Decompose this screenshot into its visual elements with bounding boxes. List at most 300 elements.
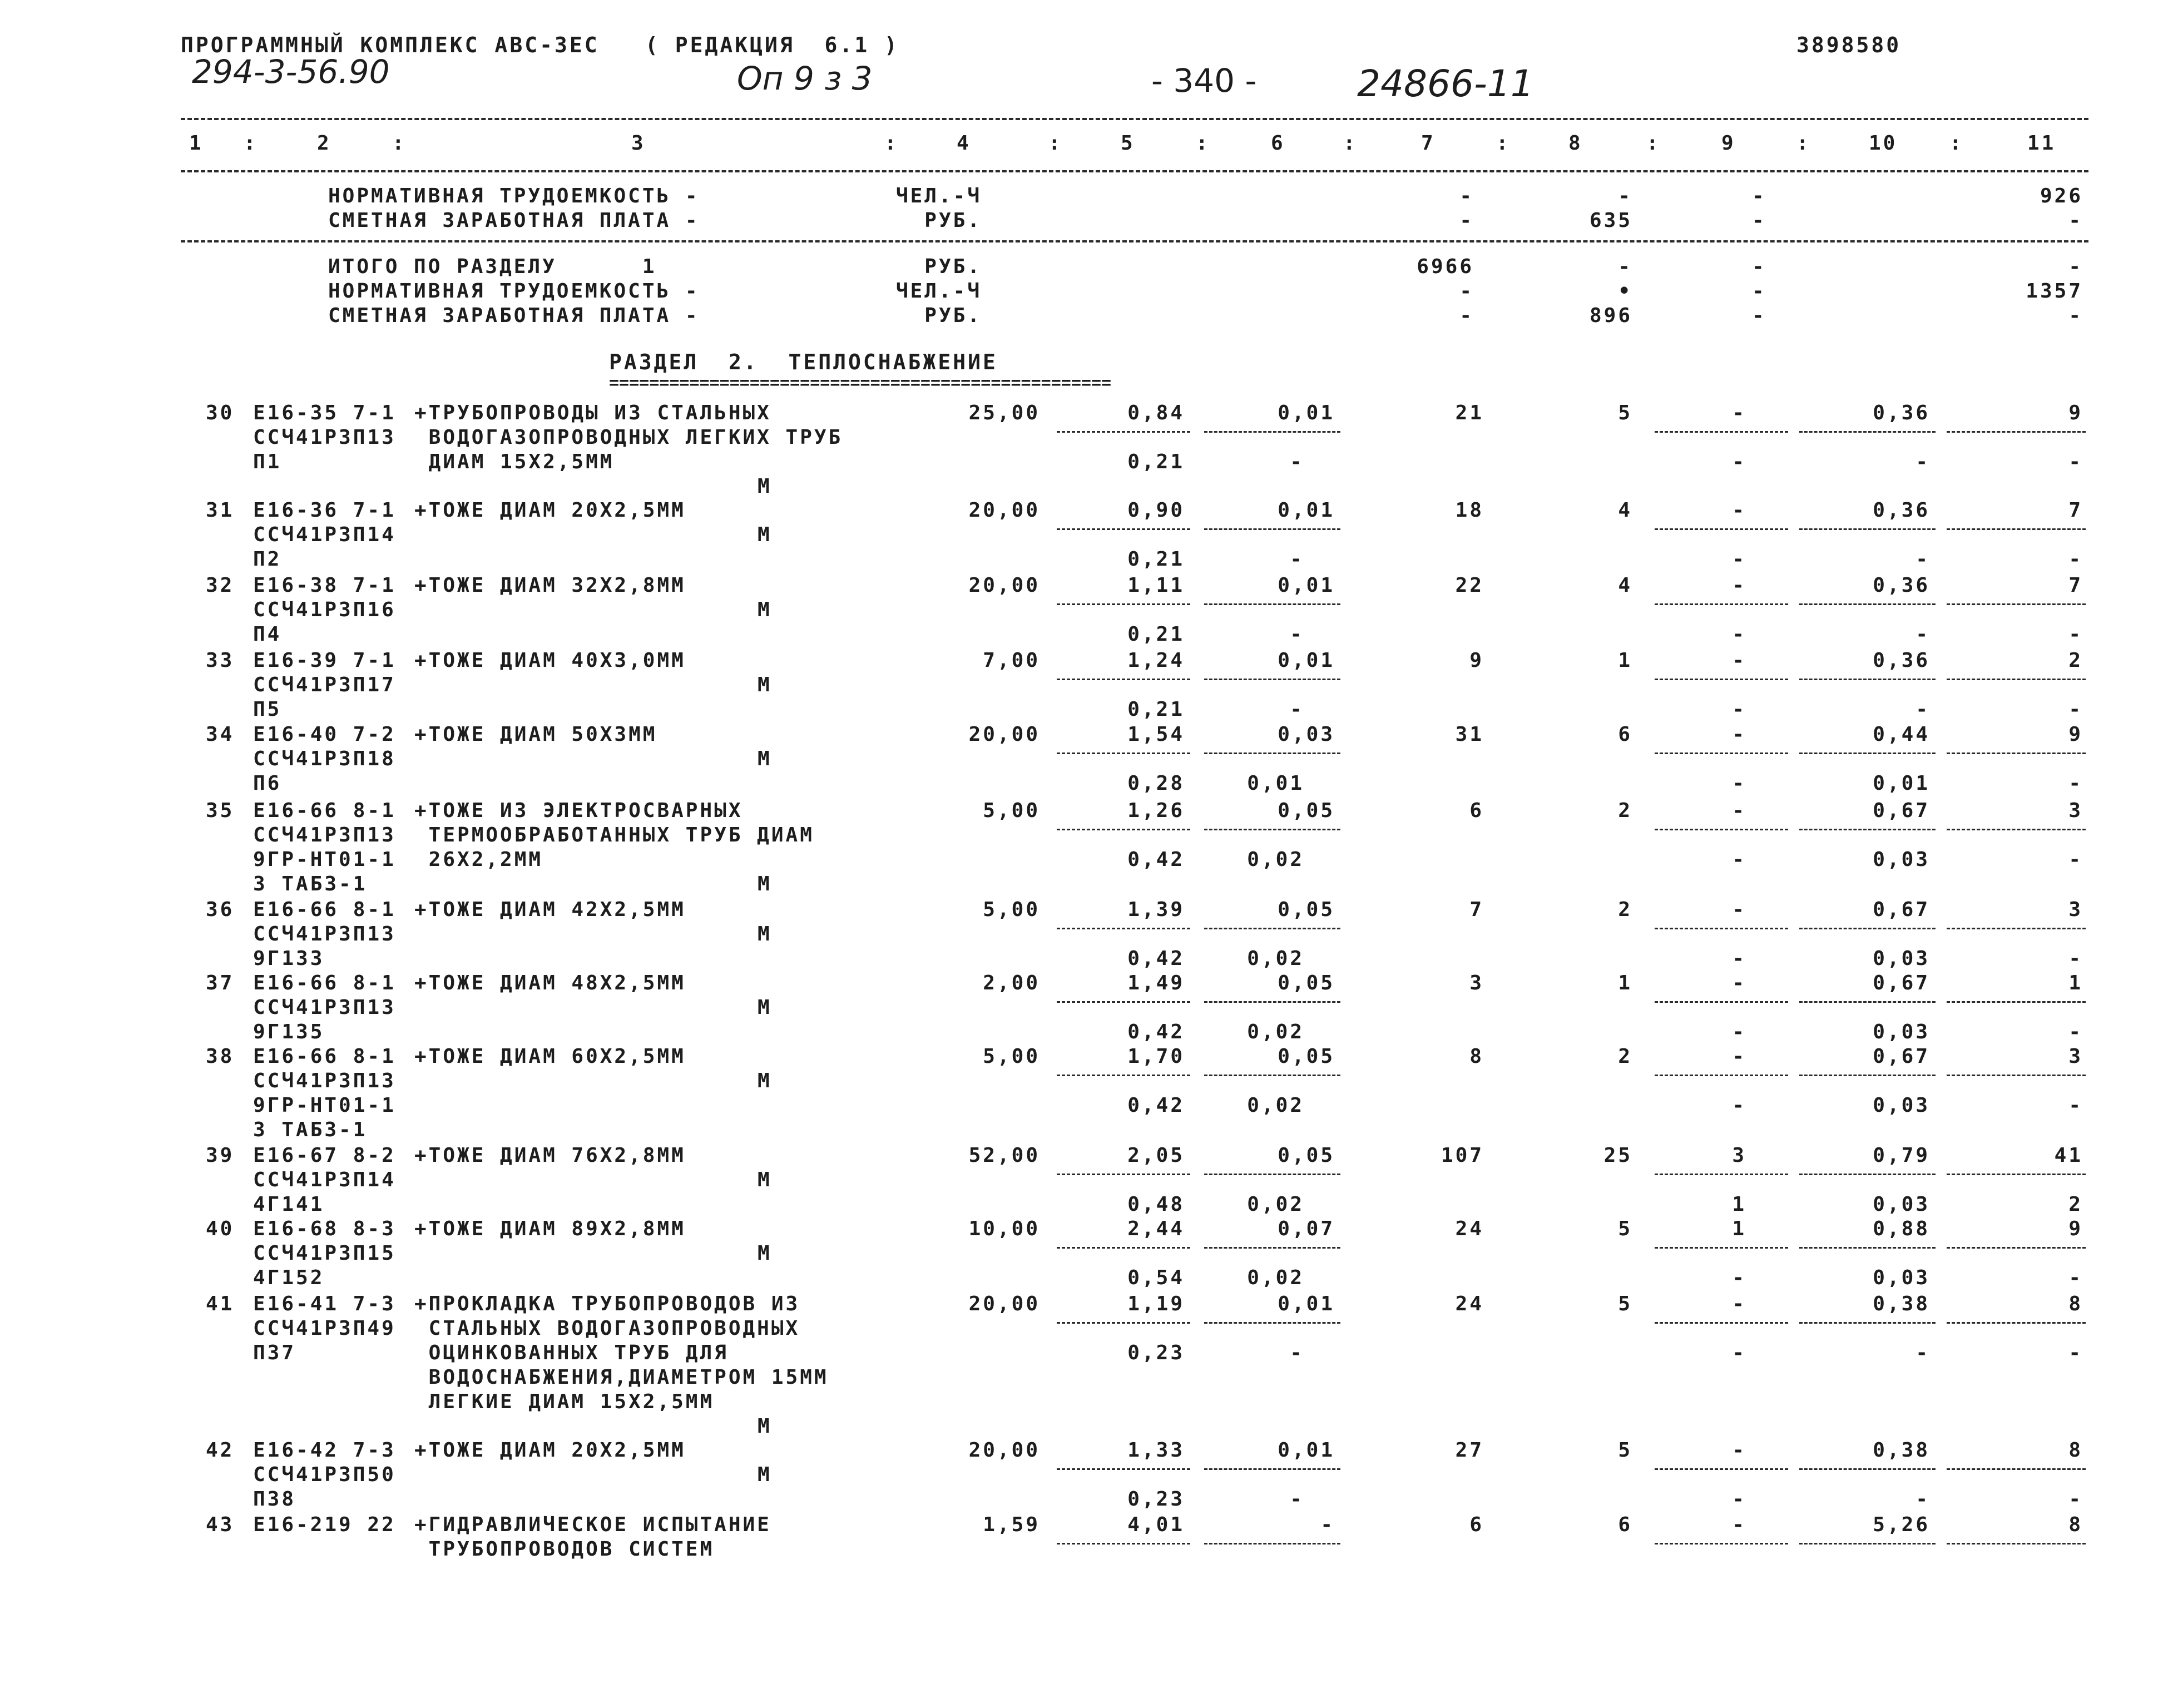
- item-unit-norm: 0,36: [1873, 402, 1930, 424]
- item-unit-cost: 0,84: [1127, 402, 1185, 424]
- item-machine-cost: 1: [1732, 1217, 1746, 1240]
- item-norm-total: 9: [2068, 1217, 2083, 1240]
- item-quantity: 20,00: [968, 1293, 1040, 1315]
- page-number: - 340 -: [1151, 62, 1257, 100]
- item-subrule: [1057, 752, 1190, 754]
- item-unit: М: [758, 996, 772, 1019]
- item-description: 26Х2,2ММ: [414, 848, 543, 871]
- summary-label: СМЕТНАЯ ЗАРАБОТНАЯ ПЛАТА -: [328, 304, 700, 327]
- item-description: +ТОЖЕ ДИАМ 50Х3ММ: [414, 723, 657, 746]
- item-reference: ССЧ41Р3П13: [253, 1070, 396, 1092]
- item-reference: ССЧ41Р3П50: [253, 1463, 396, 1486]
- column-separator: :: [244, 132, 258, 155]
- item-labor-cost: 25: [1603, 1144, 1632, 1167]
- item-subrule: [1947, 752, 2086, 754]
- item-unit-labor: 0,05: [1278, 1045, 1335, 1068]
- item-code: Е16-38 7-1: [253, 574, 396, 597]
- item-norm-total-sub: -: [2068, 1488, 2083, 1511]
- item-norm-total: 2: [2068, 649, 2083, 672]
- item-reference: 4Г141: [253, 1193, 325, 1216]
- item-norm-total-sub: -: [2068, 1094, 2083, 1117]
- column-header-4: 4: [957, 132, 971, 155]
- item-reference: 9Г135: [253, 1021, 325, 1043]
- item-description: +ТОЖЕ ДИАМ 20Х2,5ММ: [414, 499, 686, 522]
- item-unit-labor-sub: 0,02: [1247, 848, 1304, 871]
- item-total: 31: [1455, 723, 1484, 746]
- item-description: +ТОЖЕ ДИАМ 32Х2,8ММ: [414, 574, 686, 597]
- item-subrule: [1947, 1174, 2086, 1175]
- item-unit-cost: 1,11: [1127, 574, 1185, 597]
- item-description: ЛЕГКИЕ ДИАМ 15Х2,5ММ: [414, 1390, 715, 1413]
- item-labor-cost: 2: [1618, 799, 1632, 822]
- item-reference: ССЧ41Р3П13: [253, 923, 396, 945]
- item-unit-norm: 0,44: [1873, 723, 1930, 746]
- item-number: 38: [206, 1045, 235, 1068]
- item-subrule: [1655, 1322, 1788, 1324]
- item-quantity: 1,59: [983, 1513, 1040, 1536]
- item-unit-labor-sub: -: [1290, 623, 1304, 646]
- item-unit-norm-sub: -: [1915, 1488, 1930, 1511]
- item-subrule: [1799, 431, 1936, 433]
- item-code: Е16-66 8-1: [253, 799, 396, 822]
- item-code: Е16-35 7-1: [253, 402, 396, 424]
- summary-col9: -: [1752, 304, 1766, 327]
- item-subrule: [1655, 928, 1788, 929]
- summary-col7: -: [1459, 280, 1474, 303]
- item-reference: ССЧ41Р3П49: [253, 1317, 396, 1340]
- item-subrule: [1655, 1174, 1788, 1175]
- item-subrule: [1655, 603, 1788, 605]
- item-unit-labor: 0,05: [1278, 799, 1335, 822]
- item-unit-labor-sub: -: [1290, 698, 1304, 721]
- item-labor-cost: 6: [1618, 723, 1632, 746]
- item-norm-total: 8: [2068, 1513, 2083, 1536]
- item-unit-norm: 0,67: [1873, 799, 1930, 822]
- item-reference: П1: [253, 450, 282, 473]
- item-norm-total: 3: [2068, 799, 2083, 822]
- item-total: 27: [1455, 1439, 1484, 1462]
- column-separator: :: [1646, 132, 1661, 155]
- item-unit: М: [758, 1415, 772, 1438]
- column-separator: :: [392, 132, 407, 155]
- summary-label: НОРМАТИВНАЯ ТРУДОЕМКОСТЬ -: [328, 280, 700, 303]
- item-description: ДИАМ 15Х2,5ММ: [414, 450, 615, 473]
- item-reference: ССЧ41Р3П13: [253, 824, 396, 846]
- item-description: +ТОЖЕ ДИАМ 42Х2,5ММ: [414, 898, 686, 921]
- item-subrule: [1204, 603, 1340, 605]
- item-unit-cost-sub: 0,42: [1127, 1094, 1185, 1117]
- item-reference: ССЧ41Р3П18: [253, 747, 396, 770]
- column-separator: :: [1796, 132, 1811, 155]
- item-code: Е16-39 7-1: [253, 649, 396, 672]
- item-unit-norm-sub: -: [1915, 450, 1930, 473]
- item-code: Е16-219 22: [253, 1513, 396, 1536]
- item-unit-labor-sub: 0,02: [1247, 1266, 1304, 1289]
- item-unit-labor-sub: -: [1290, 1488, 1304, 1511]
- item-machine-cost-sub: -: [1732, 1021, 1746, 1043]
- edition-label: ( РЕДАКЦИЯ 6.1 ): [645, 33, 899, 57]
- item-labor-cost: 5: [1618, 402, 1632, 424]
- item-total: 8: [1469, 1045, 1484, 1068]
- item-total: 6: [1469, 799, 1484, 822]
- item-unit-cost: 0,90: [1127, 499, 1185, 522]
- item-unit-labor: 0,05: [1278, 972, 1335, 994]
- item-subrule: [1057, 1075, 1190, 1076]
- item-unit-cost: 1,39: [1127, 898, 1185, 921]
- item-unit-cost: 1,19: [1127, 1293, 1185, 1315]
- item-description: ОЦИНКОВАННЫХ ТРУБ ДЛЯ: [414, 1341, 729, 1364]
- item-norm-total-sub: -: [2068, 623, 2083, 646]
- summary-col9: -: [1752, 209, 1766, 232]
- item-unit-cost-sub: 0,54: [1127, 1266, 1185, 1289]
- item-code: Е16-67 8-2: [253, 1144, 396, 1167]
- item-description: +ТОЖЕ ДИАМ 48Х2,5ММ: [414, 972, 686, 994]
- column-header-6: 6: [1271, 132, 1285, 155]
- summary-col7: -: [1459, 304, 1474, 327]
- item-labor-cost: 4: [1618, 574, 1632, 597]
- item-machine-cost-sub: -: [1732, 450, 1746, 473]
- item-unit-norm-sub: 0,03: [1873, 1094, 1930, 1117]
- item-code: Е16-40 7-2: [253, 723, 396, 746]
- item-unit-labor: 0,01: [1278, 1439, 1335, 1462]
- summary-label: ИТОГО ПО РАЗДЕЛУ 1: [328, 255, 657, 278]
- item-machine-cost: -: [1732, 799, 1746, 822]
- item-subrule: [1799, 528, 1936, 530]
- item-unit-norm: 0,67: [1873, 972, 1930, 994]
- column-header-3: 3: [631, 132, 646, 155]
- item-norm-total-sub: -: [2068, 1266, 2083, 1289]
- item-unit: М: [758, 674, 772, 696]
- item-subrule: [1057, 829, 1190, 830]
- column-header-11: 11: [2027, 132, 2056, 155]
- item-total: 7: [1469, 898, 1484, 921]
- item-reference: П4: [253, 623, 282, 646]
- summary-col11: 926: [2040, 185, 2083, 207]
- item-subrule: [1057, 679, 1190, 680]
- item-code: Е16-66 8-1: [253, 898, 396, 921]
- item-unit-cost-sub: 0,42: [1127, 947, 1185, 970]
- item-subrule: [1057, 528, 1190, 530]
- section-title-underline: ==================================================: [609, 373, 1112, 393]
- item-subrule: [1799, 752, 1936, 754]
- item-subrule: [1655, 1001, 1788, 1003]
- summary-label: НОРМАТИВНАЯ ТРУДОЕМКОСТЬ -: [328, 185, 700, 207]
- item-subrule: [1947, 1468, 2086, 1470]
- item-labor-cost: 1: [1618, 972, 1632, 994]
- item-unit: М: [758, 523, 772, 546]
- item-unit-cost-sub: 0,48: [1127, 1193, 1185, 1216]
- item-reference: 9Г133: [253, 947, 325, 970]
- handwritten-document-number: 24866-11: [1357, 62, 1534, 105]
- item-subrule: [1057, 1247, 1190, 1249]
- item-number: 43: [206, 1513, 235, 1536]
- item-norm-total: 9: [2068, 402, 2083, 424]
- item-subrule: [1655, 829, 1788, 830]
- summary-col8: -: [1618, 185, 1632, 207]
- item-subrule: [1947, 528, 2086, 530]
- item-description: СТАЛЬНЫХ ВОДОГАЗОПРОВОДНЫХ: [414, 1317, 800, 1340]
- item-unit-norm: 0,67: [1873, 1045, 1930, 1068]
- item-labor-cost: 6: [1618, 1513, 1632, 1536]
- item-machine-cost-sub: -: [1732, 772, 1746, 795]
- item-subrule: [1204, 928, 1340, 929]
- item-subrule: [1799, 1322, 1936, 1324]
- item-reference: ССЧ41Р3П13: [253, 996, 396, 1019]
- item-subrule: [1057, 1322, 1190, 1324]
- item-number: 34: [206, 723, 235, 746]
- item-unit-cost-sub: 0,21: [1127, 698, 1185, 721]
- item-unit-cost-sub: 0,28: [1127, 772, 1185, 795]
- item-total: 9: [1469, 649, 1484, 672]
- item-unit-labor-sub: -: [1290, 548, 1304, 571]
- summary-unit: РУБ.: [924, 255, 982, 278]
- item-subrule: [1204, 1075, 1340, 1076]
- item-subrule: [1655, 1247, 1788, 1249]
- item-unit-cost: 2,44: [1127, 1217, 1185, 1240]
- item-quantity: 5,00: [983, 799, 1040, 822]
- item-machine-cost-sub: -: [1732, 848, 1746, 871]
- item-unit-cost-sub: 0,23: [1127, 1488, 1185, 1511]
- summary-divider: [181, 240, 2088, 242]
- item-number: 37: [206, 972, 235, 994]
- summary-col8: •: [1618, 280, 1632, 303]
- item-unit-cost-sub: 0,21: [1127, 548, 1185, 571]
- item-number: 31: [206, 499, 235, 522]
- item-unit-cost: 1,33: [1127, 1439, 1185, 1462]
- item-subrule: [1655, 528, 1788, 530]
- item-description: ТЕРМООБРАБОТАННЫХ ТРУБ ДИАМ: [414, 824, 814, 846]
- item-unit: М: [758, 1169, 772, 1191]
- column-separator: :: [1196, 132, 1210, 155]
- item-machine-cost: -: [1732, 1293, 1746, 1315]
- item-unit-labor-sub: 0,02: [1247, 1021, 1304, 1043]
- item-code: Е16-36 7-1: [253, 499, 396, 522]
- item-reference: П5: [253, 698, 282, 721]
- item-unit-norm: 0,67: [1873, 898, 1930, 921]
- item-machine-cost: -: [1732, 1045, 1746, 1068]
- summary-unit: ЧЕЛ.-Ч: [895, 280, 982, 303]
- item-machine-cost-sub: -: [1732, 1488, 1746, 1511]
- item-reference: 4Г152: [253, 1266, 325, 1289]
- item-unit-norm-sub: -: [1915, 548, 1930, 571]
- item-number: 36: [206, 898, 235, 921]
- handwritten-project-number: 294-3-56.90: [192, 53, 390, 91]
- item-labor-cost: 2: [1618, 1045, 1632, 1068]
- item-subrule: [1799, 1174, 1936, 1175]
- section-title: РАЗДЕЛ 2. ТЕПЛОСНАБЖЕНИЕ: [609, 350, 998, 374]
- item-description: ТРУБОПРОВОДОВ СИСТЕМ: [414, 1538, 715, 1561]
- item-reference: ССЧ41Р3П14: [253, 523, 396, 546]
- item-description: ВОДОГАЗОПРОВОДНЫХ ЛЕГКИХ ТРУБ: [414, 426, 843, 449]
- item-subrule: [1947, 679, 2086, 680]
- item-number: 35: [206, 799, 235, 822]
- item-machine-cost-sub: -: [1732, 1094, 1746, 1117]
- item-labor-cost: 5: [1618, 1293, 1632, 1315]
- item-norm-total-sub: -: [2068, 772, 2083, 795]
- item-number: 32: [206, 574, 235, 597]
- item-subrule: [1655, 752, 1788, 754]
- item-unit-cost: 1,24: [1127, 649, 1185, 672]
- item-norm-total: 8: [2068, 1439, 2083, 1462]
- item-norm-total-sub: 2: [2068, 1193, 2083, 1216]
- item-unit-norm-sub: -: [1915, 1341, 1930, 1364]
- column-separator: :: [1343, 132, 1358, 155]
- item-subrule: [1204, 829, 1340, 830]
- column-header-8: 8: [1568, 132, 1583, 155]
- item-norm-total-sub: -: [2068, 1341, 2083, 1364]
- item-norm-total: 3: [2068, 1045, 2083, 1068]
- item-unit: М: [758, 1070, 772, 1092]
- item-unit-norm-sub: 0,03: [1873, 848, 1930, 871]
- item-unit-norm: 0,38: [1873, 1439, 1930, 1462]
- item-unit: М: [758, 598, 772, 621]
- item-subrule: [1947, 1247, 2086, 1249]
- item-machine-cost: -: [1732, 1513, 1746, 1536]
- item-code: Е16-42 7-3: [253, 1439, 396, 1462]
- item-description: +ТОЖЕ ДИАМ 40Х3,0ММ: [414, 649, 686, 672]
- item-unit-cost-sub: 0,23: [1127, 1341, 1185, 1364]
- item-total: 107: [1441, 1144, 1484, 1167]
- item-unit-cost-sub: 0,21: [1127, 450, 1185, 473]
- item-reference: 9ГР-НТ01-1: [253, 848, 396, 871]
- item-unit-labor: 0,05: [1278, 1144, 1335, 1167]
- item-description: +ТРУБОПРОВОДЫ ИЗ СТАЛЬНЫХ: [414, 402, 771, 424]
- item-machine-cost: -: [1732, 499, 1746, 522]
- summary-col11: 1357: [2026, 280, 2083, 303]
- item-subrule: [1799, 829, 1936, 830]
- item-subrule: [1057, 1468, 1190, 1470]
- item-code: Е16-66 8-1: [253, 972, 396, 994]
- item-unit-norm-sub: 0,01: [1873, 772, 1930, 795]
- column-header-9: 9: [1721, 132, 1736, 155]
- item-quantity: 52,00: [968, 1144, 1040, 1167]
- handwritten-sheet-mark: Оп 9 з 3: [737, 60, 873, 97]
- item-description: +ТОЖЕ ДИАМ 60Х2,5ММ: [414, 1045, 686, 1068]
- item-reference: 9ГР-НТ01-1: [253, 1094, 396, 1117]
- item-quantity: 20,00: [968, 723, 1040, 746]
- summary-col7: -: [1459, 185, 1474, 207]
- item-reference: ССЧ41Р3П14: [253, 1169, 396, 1191]
- item-unit-norm: 0,36: [1873, 574, 1930, 597]
- item-unit-norm: 5,26: [1873, 1513, 1930, 1536]
- column-separator: :: [1949, 132, 1964, 155]
- summary-label: СМЕТНАЯ ЗАРАБОТНАЯ ПЛАТА -: [328, 209, 700, 232]
- item-unit-norm-sub: 0,03: [1873, 1021, 1930, 1043]
- item-subrule: [1204, 431, 1340, 433]
- item-description: +ПРОКЛАДКА ТРУБОПРОВОДОВ ИЗ: [414, 1293, 800, 1315]
- item-quantity: 2,00: [983, 972, 1040, 994]
- item-subrule: [1947, 1322, 2086, 1324]
- summary-col11: -: [2068, 209, 2083, 232]
- item-norm-total: 7: [2068, 574, 2083, 597]
- item-total: 6: [1469, 1513, 1484, 1536]
- program-title: ПРОГРАММНЫЙ КОМПЛЕКС АВС-3ЕС: [181, 33, 600, 57]
- item-subrule: [1947, 829, 2086, 830]
- item-subrule: [1947, 431, 2086, 433]
- item-machine-cost: -: [1732, 898, 1746, 921]
- item-unit-norm-sub: 0,03: [1873, 947, 1930, 970]
- item-unit-norm: 0,36: [1873, 499, 1930, 522]
- item-machine-cost-sub: -: [1732, 1341, 1746, 1364]
- item-code: Е16-66 8-1: [253, 1045, 396, 1068]
- item-norm-total-sub: -: [2068, 698, 2083, 721]
- item-subrule: [1204, 1543, 1340, 1544]
- item-unit-labor: 0,05: [1278, 898, 1335, 921]
- item-subrule: [1057, 431, 1190, 433]
- item-subrule: [1947, 603, 2086, 605]
- item-unit-cost: 1,70: [1127, 1045, 1185, 1068]
- item-machine-cost-sub: -: [1732, 1266, 1746, 1289]
- item-reference: ССЧ41Р3П15: [253, 1242, 396, 1265]
- summary-col8: 635: [1589, 209, 1632, 232]
- item-machine-cost-sub: -: [1732, 947, 1746, 970]
- item-subrule: [1057, 1174, 1190, 1175]
- item-subrule: [1799, 603, 1936, 605]
- item-subrule: [1799, 1075, 1936, 1076]
- item-unit: М: [758, 475, 772, 498]
- item-machine-cost-sub: 1: [1732, 1193, 1746, 1216]
- item-reference: ССЧ41Р3П17: [253, 674, 396, 696]
- summary-col7: -: [1459, 209, 1474, 232]
- item-subrule: [1655, 1468, 1788, 1470]
- item-subrule: [1057, 928, 1190, 929]
- item-machine-cost: -: [1732, 402, 1746, 424]
- item-unit: М: [758, 873, 772, 895]
- item-total: 3: [1469, 972, 1484, 994]
- item-machine-cost-sub: -: [1732, 623, 1746, 646]
- summary-unit: ЧЕЛ.-Ч: [895, 185, 982, 207]
- item-norm-total: 8: [2068, 1293, 2083, 1315]
- item-unit-norm-sub: -: [1915, 623, 1930, 646]
- item-unit: М: [758, 1242, 772, 1265]
- item-subrule: [1655, 679, 1788, 680]
- item-subrule: [1057, 603, 1190, 605]
- item-unit-labor: 0,01: [1278, 1293, 1335, 1315]
- item-unit-labor-sub: 0,02: [1247, 1094, 1304, 1117]
- item-machine-cost: 3: [1732, 1144, 1746, 1167]
- item-reference: П38: [253, 1488, 296, 1511]
- item-unit-norm-sub: -: [1915, 698, 1930, 721]
- item-unit-cost-sub: 0,21: [1127, 623, 1185, 646]
- item-quantity: 5,00: [983, 898, 1040, 921]
- item-quantity: 5,00: [983, 1045, 1040, 1068]
- item-machine-cost: -: [1732, 723, 1746, 746]
- item-quantity: 20,00: [968, 574, 1040, 597]
- summary-col8: -: [1618, 255, 1632, 278]
- item-norm-total: 1: [2068, 972, 2083, 994]
- item-subrule: [1655, 431, 1788, 433]
- item-unit-labor: 0,01: [1278, 574, 1335, 597]
- item-subrule: [1947, 1075, 2086, 1076]
- item-unit: М: [758, 1463, 772, 1486]
- item-subrule: [1204, 1001, 1340, 1003]
- item-subrule: [1799, 1247, 1936, 1249]
- item-unit-cost: 1,49: [1127, 972, 1185, 994]
- item-unit-norm: 0,36: [1873, 649, 1930, 672]
- item-subrule: [1799, 1001, 1936, 1003]
- item-labor-cost: 5: [1618, 1217, 1632, 1240]
- column-header-7: 7: [1421, 132, 1436, 155]
- item-number: 40: [206, 1217, 235, 1240]
- item-subrule: [1057, 1001, 1190, 1003]
- item-quantity: 20,00: [968, 1439, 1040, 1462]
- item-norm-total: 9: [2068, 723, 2083, 746]
- item-unit-norm: 0,38: [1873, 1293, 1930, 1315]
- item-norm-total: 3: [2068, 898, 2083, 921]
- item-subrule: [1204, 752, 1340, 754]
- item-unit: М: [758, 747, 772, 770]
- document-code: 3898580: [1796, 33, 1902, 57]
